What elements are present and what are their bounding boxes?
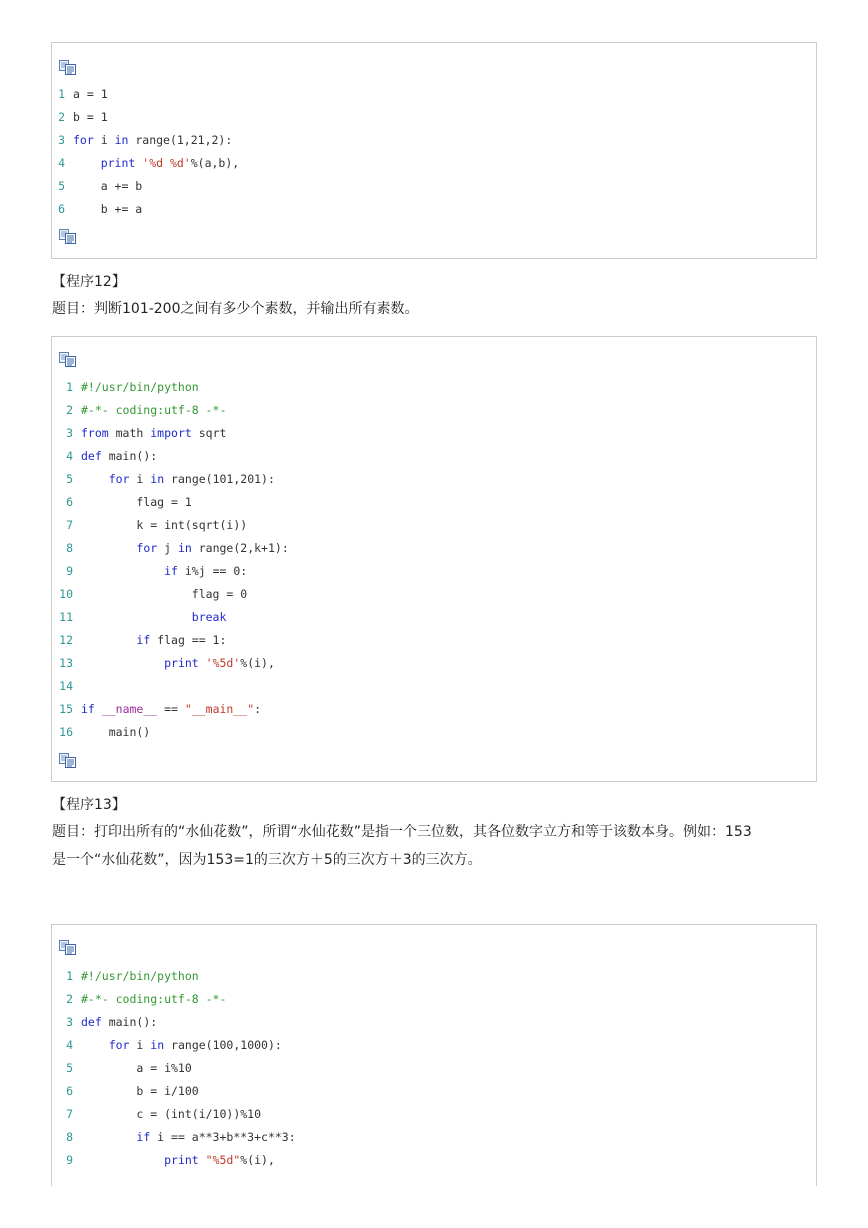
- code-text: [81, 376, 199, 399]
- program13-question-line2: 是一个“水仙花数”，因为153=1的三次方＋5的三次方＋3的三次方。: [52, 852, 482, 868]
- code-token: math: [108, 426, 151, 440]
- code-token: for: [108, 1038, 130, 1052]
- code-token: #-*- coding:utf-8 -*-: [81, 992, 227, 1006]
- code-token: [81, 633, 136, 647]
- code-token: a = 1: [73, 87, 108, 101]
- code-token: "%5d": [205, 1153, 241, 1167]
- code-token: if: [81, 702, 95, 716]
- line-number: 4: [66, 1038, 73, 1052]
- code-token: [95, 702, 102, 716]
- code-token: def: [81, 1015, 102, 1029]
- code-text: [81, 1080, 199, 1103]
- code-token: in: [114, 133, 129, 147]
- code-line: [52, 721, 816, 744]
- line-number: 3: [58, 133, 65, 147]
- code-text: [81, 1103, 261, 1126]
- line-number: 11: [59, 610, 73, 624]
- code-token: %(a,b),: [190, 156, 240, 170]
- code-line: [52, 698, 816, 721]
- program13-heading: 【程序13】: [52, 797, 126, 813]
- code-token: b += a: [73, 202, 143, 216]
- code-token: flag = 1: [81, 495, 192, 509]
- line-number: 5: [66, 1061, 73, 1075]
- code-text: [81, 698, 261, 721]
- code-line: [52, 629, 816, 652]
- program13-question-line1: 题目：打印出所有的“水仙花数”，所谓“水仙花数”是指一个三位数，其各位数字立方和等于该数本身。例如：153: [52, 824, 752, 840]
- code-token: in: [177, 541, 192, 555]
- code-token: j: [157, 541, 178, 555]
- code-token: flag = 0: [81, 587, 248, 601]
- code-line: [52, 1057, 816, 1080]
- line-number: 9: [66, 1153, 73, 1167]
- code-line: [52, 514, 816, 537]
- code-token: main():: [101, 449, 158, 463]
- code-token: def: [81, 449, 102, 463]
- code-block-program12: [51, 336, 817, 782]
- code-token: [199, 656, 206, 670]
- code-text: [81, 468, 275, 491]
- code-token: if: [164, 564, 178, 578]
- line-number: 16: [59, 725, 73, 739]
- code-text: [81, 606, 226, 629]
- code-text: [73, 175, 142, 198]
- code-token: [81, 656, 164, 670]
- code-token: __name__: [101, 702, 158, 716]
- code-text: [81, 721, 150, 744]
- code-token: [81, 610, 192, 624]
- code-line: [52, 1103, 816, 1126]
- code-line: [52, 675, 816, 698]
- code-token: if: [136, 1130, 151, 1144]
- line-number: 7: [66, 518, 73, 532]
- line-number: 4: [66, 449, 73, 463]
- code-token: '%d %d': [142, 156, 191, 170]
- code-line: [52, 988, 816, 1011]
- code-lines: [52, 83, 816, 221]
- code-token: #!/usr/bin/python: [81, 969, 199, 983]
- code-line: [52, 106, 816, 129]
- code-token: [81, 1038, 109, 1052]
- code-token: i == a**3+b**3+c**3:: [150, 1130, 296, 1144]
- code-token: [81, 541, 136, 555]
- code-text: [73, 152, 239, 175]
- line-number: 7: [66, 1107, 73, 1121]
- code-token: b = i/100: [81, 1084, 199, 1098]
- line-number: 1: [66, 380, 73, 394]
- code-line: [52, 560, 816, 583]
- line-number: 6: [66, 1084, 73, 1098]
- code-token: c = (int(i/10))%10: [81, 1107, 262, 1121]
- code-text: [73, 198, 142, 221]
- code-token: i: [129, 472, 151, 486]
- code-token: range(101,201):: [164, 472, 275, 486]
- code-token: [73, 156, 101, 170]
- line-number: 1: [66, 969, 73, 983]
- code-token: in: [150, 472, 165, 486]
- code-lines: [52, 376, 816, 744]
- line-number: 6: [58, 202, 65, 216]
- copy-icon[interactable]: [59, 940, 76, 955]
- copy-icon[interactable]: [59, 352, 76, 367]
- code-token: break: [191, 610, 227, 624]
- line-number: 15: [59, 702, 73, 716]
- code-text: [81, 560, 247, 583]
- code-line: [52, 1080, 816, 1103]
- code-line: [52, 175, 816, 198]
- code-token: from: [81, 426, 109, 440]
- line-number: 1: [58, 87, 65, 101]
- code-line: [52, 1034, 816, 1057]
- line-number: 6: [66, 495, 73, 509]
- copy-icon[interactable]: [59, 60, 76, 75]
- code-text: [81, 491, 192, 514]
- code-token: i%j == 0:: [177, 564, 248, 578]
- code-token: [81, 564, 164, 578]
- code-text: [81, 583, 247, 606]
- line-number: 3: [66, 426, 73, 440]
- code-token: :: [254, 702, 262, 716]
- code-line: [52, 468, 816, 491]
- code-token: [81, 472, 109, 486]
- code-token: #!/usr/bin/python: [81, 380, 199, 394]
- code-line: [52, 965, 816, 988]
- copy-icon[interactable]: [59, 753, 76, 768]
- line-number: 5: [58, 179, 65, 193]
- code-text: [81, 629, 226, 652]
- code-token: k = int(sqrt(i)): [81, 518, 248, 532]
- line-number: 9: [66, 564, 73, 578]
- code-line: [52, 129, 816, 152]
- code-token: range(2,k+1):: [191, 541, 289, 555]
- line-number: 3: [66, 1015, 73, 1029]
- code-text: [81, 1126, 296, 1149]
- code-token: flag == 1:: [150, 633, 227, 647]
- code-token: %(i),: [240, 656, 275, 670]
- code-token: range(1,21,2):: [128, 133, 233, 147]
- code-text: [81, 399, 226, 422]
- copy-icon[interactable]: [59, 229, 76, 244]
- code-line: [52, 1126, 816, 1149]
- program12-question: 题目：判断101-200之间有多少个素数，并输出所有素数。: [52, 301, 419, 317]
- line-number: 8: [66, 1130, 73, 1144]
- code-token: main(): [81, 725, 151, 739]
- code-text: [81, 1149, 275, 1172]
- line-number: 2: [66, 992, 73, 1006]
- code-token: print: [100, 156, 136, 170]
- code-token: a = i%10: [81, 1061, 192, 1075]
- code-token: [199, 1153, 206, 1167]
- code-line: [52, 198, 816, 221]
- code-line: [52, 606, 816, 629]
- code-token: print: [164, 656, 199, 670]
- code-block-program11: [51, 42, 817, 259]
- code-text: [81, 1057, 192, 1080]
- code-text: [73, 106, 108, 129]
- program12-heading: 【程序12】: [52, 274, 126, 290]
- line-number: 14: [59, 679, 73, 693]
- code-token: sqrt: [191, 426, 227, 440]
- code-text: [81, 988, 226, 1011]
- line-number: 8: [66, 541, 73, 555]
- code-token: #-*- coding:utf-8 -*-: [81, 403, 227, 417]
- line-number: 2: [66, 403, 73, 417]
- code-line: [52, 1011, 816, 1034]
- code-token: a += b: [73, 179, 143, 193]
- code-token: for: [108, 472, 130, 486]
- code-line: [52, 1149, 816, 1172]
- code-text: [81, 652, 275, 675]
- line-number: 5: [66, 472, 73, 486]
- code-text: [81, 445, 157, 468]
- line-number: 10: [59, 587, 73, 601]
- code-token: for: [73, 133, 94, 147]
- code-block-program13: [51, 924, 817, 1186]
- code-token: main():: [101, 1015, 158, 1029]
- code-token: in: [150, 1038, 165, 1052]
- line-number: 2: [58, 110, 65, 124]
- code-token: print: [164, 1153, 199, 1167]
- code-token: range(100,1000):: [164, 1038, 282, 1052]
- code-lines: [52, 965, 816, 1172]
- code-token: i: [93, 133, 115, 147]
- line-number: 4: [58, 156, 65, 170]
- code-token: import: [150, 426, 192, 440]
- code-text: [81, 422, 226, 445]
- code-token: if: [136, 633, 151, 647]
- code-text: [73, 129, 232, 152]
- code-text: [81, 1011, 157, 1034]
- code-line: [52, 422, 816, 445]
- code-token: [81, 1153, 164, 1167]
- code-token: %(i),: [240, 1153, 275, 1167]
- code-token: b = 1: [73, 110, 108, 124]
- code-token: "__main__": [184, 702, 255, 716]
- code-line: [52, 491, 816, 514]
- code-token: ==: [157, 702, 185, 716]
- line-number: 12: [59, 633, 73, 647]
- line-number: 13: [59, 656, 73, 670]
- code-line: [52, 583, 816, 606]
- code-line: [52, 652, 816, 675]
- code-text: [81, 965, 199, 988]
- code-text: [81, 537, 289, 560]
- code-token: for: [136, 541, 158, 555]
- code-line: [52, 152, 816, 175]
- code-text: [73, 83, 108, 106]
- code-token: i: [129, 1038, 151, 1052]
- code-line: [52, 83, 816, 106]
- code-text: [81, 514, 247, 537]
- code-token: [81, 1130, 136, 1144]
- code-text: [81, 1034, 282, 1057]
- code-line: [52, 537, 816, 560]
- code-line: [52, 445, 816, 468]
- code-line: [52, 376, 816, 399]
- code-token: '%5d': [205, 656, 241, 670]
- code-line: [52, 399, 816, 422]
